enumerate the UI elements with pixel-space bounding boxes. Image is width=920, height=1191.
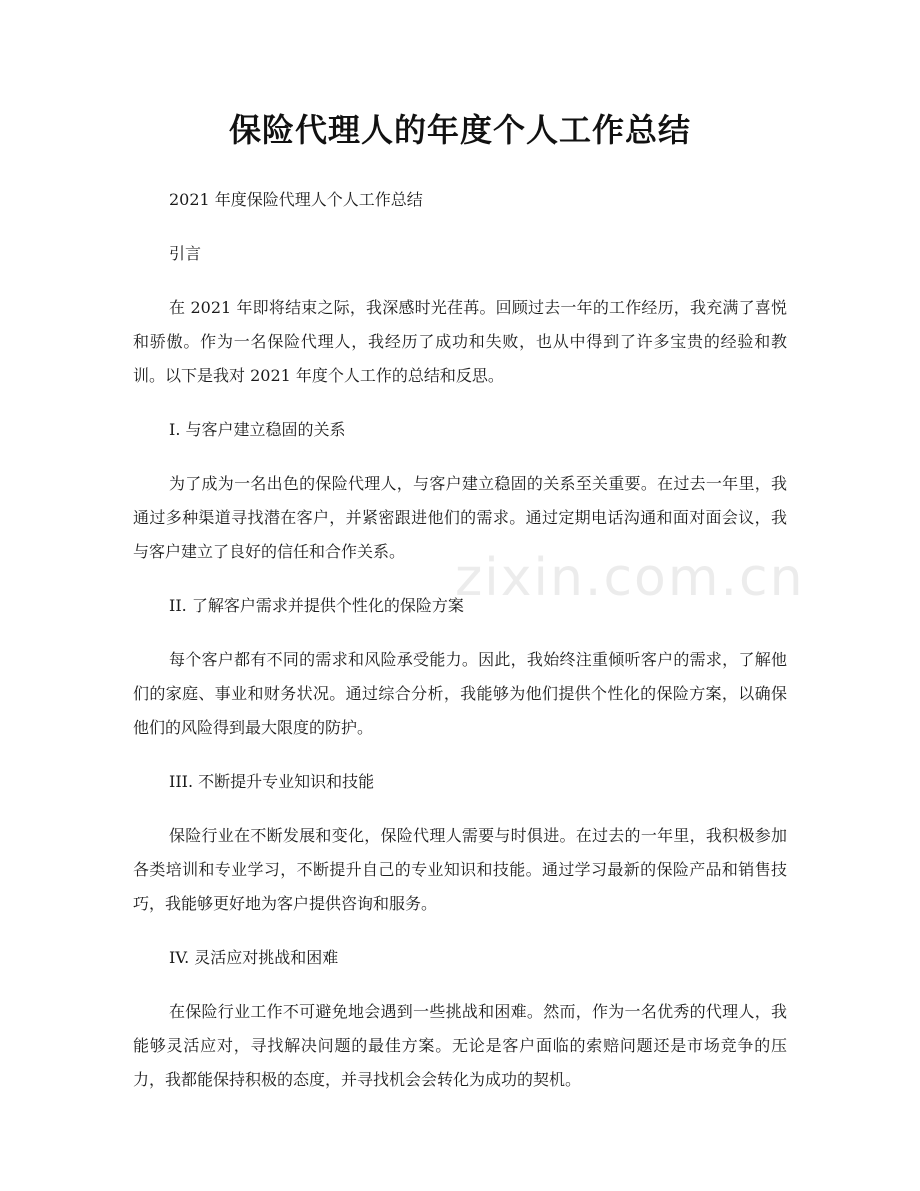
section-paragraph-3: 保险行业在不断发展和变化，保险代理人需要与时俱进。在过去的一年里，我积极参加各类培训和专业学习，不断提升自己的专业知识和技能。通过学习最新的保险产品和销售技巧，我能够更好地为客户提供咨询和服务。 xyxy=(133,826,787,913)
document-body xyxy=(133,183,787,1117)
section-paragraph-2: 每个客户都有不同的需求和风险承受能力。因此，我始终注重倾听客户的需求，了解他们的家庭、事业和财务状况。通过综合分析，我能够为他们提供个性化的保险方案，以确保他们的风险得到最大限度的防护。 xyxy=(133,650,787,737)
section-heading-4: IV. 灵活应对挑战和困难 xyxy=(169,948,339,967)
section-heading-2: II. 了解客户需求并提供个性化的保险方案 xyxy=(169,596,464,615)
document-subtitle: 2021 年度保险代理人个人工作总结 xyxy=(169,190,423,209)
section-heading-3: III. 不断提升专业知识和技能 xyxy=(169,772,375,791)
intro-heading: 引言 xyxy=(169,244,202,263)
document-title: 保险代理人的年度个人工作总结 xyxy=(228,111,691,149)
intro-paragraph: 在 2021 年即将结束之际，我深感时光荏苒。回顾过去一年的工作经历，我充满了喜悦和骄傲。作为一名保险代理人，我经历了成功和失败，也从中得到了许多宝贵的经验和教训。以下是我对 2021 年度个人工作的总结和反思。 xyxy=(133,298,787,385)
section-paragraph-1: 为了成为一名出色的保险代理人，与客户建立稳固的关系至关重要。在过去一年里，我通过多种渠道寻找潜在客户，并紧密跟进他们的需求。通过定期电话沟通和面对面会议，我与客户建立了良好的信任和合作关系。 xyxy=(133,474,787,561)
section-paragraph-4: 在保险行业工作不可避免地会遇到一些挑战和困难。然而，作为一名优秀的代理人，我能够灵活应对，寻找解决问题的最佳方案。无论是客户面临的索赔问题还是市场竞争的压力，我都能保持积极的态度，并寻找机会会转化为成功的契机。 xyxy=(133,1002,787,1089)
section-heading-1: I. 与客户建立稳固的关系 xyxy=(169,420,346,439)
watermark: zixin.com.cn xyxy=(455,548,805,608)
